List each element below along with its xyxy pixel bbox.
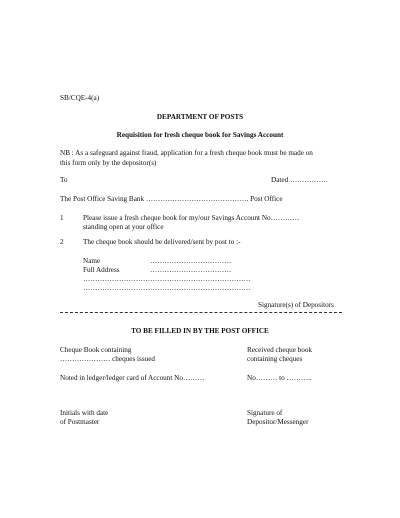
cheque-range-field: No……… to ……….. — [247, 374, 312, 382]
item-2-number: 2 — [60, 238, 64, 246]
nb-note-line-1: NB : As a safeguard against fraud, application for a fresh cheque book must be made on — [60, 149, 313, 157]
item-1-text: Please issue a fresh cheque book for my/our Savings Account No………… — [83, 214, 300, 222]
department-heading: DEPARTMENT OF POSTS — [156, 113, 244, 121]
address-field: ……………………………. — [150, 266, 231, 274]
item-2-text: The cheque book should be delivered/sent by post to :- — [83, 238, 241, 246]
received-cheque-book-label: Received cheque book — [247, 346, 313, 354]
address-line-2: ……………………………………………………………. — [83, 275, 251, 283]
post-office-bank-line: The Post Office Saving Bank ……………………………………. Post Office — [60, 195, 283, 203]
address-label: Full Address — [83, 266, 120, 274]
ledger-account-field: Noted in ledger/ledger card of Account No……… — [60, 374, 205, 382]
post-office-section-heading: TO BE FILLED IN BY THE POST OFFICE — [131, 327, 269, 335]
address-line-3: ……………………………………………………………. — [83, 284, 251, 292]
depositor-messenger-label: Depositor/Messenger — [247, 418, 309, 426]
name-field: ……………………………. — [150, 257, 231, 265]
cheque-book-containing-label: Cheque Book containing — [60, 346, 132, 354]
item-1-number: 1 — [60, 214, 64, 222]
signature-of-label: Signature of — [247, 409, 283, 417]
containing-cheques-label: containing cheques — [247, 355, 303, 363]
name-label: Name — [83, 257, 101, 265]
form-code: SB/CQE-4(a) — [60, 94, 100, 102]
form-title: Requisition for fresh cheque book for Savings Account — [116, 131, 284, 139]
cheques-issued-field: ………………… cheques issued — [60, 355, 156, 363]
section-divider — [60, 312, 342, 313]
dated-field: Dated ……………. — [271, 176, 328, 184]
to-label: To — [60, 176, 68, 184]
postmaster-initials-label: Initials with date — [60, 409, 109, 417]
postmaster-label: of Postmaster — [60, 418, 100, 426]
nb-note-line-2: this form only by the depositor(s) — [60, 159, 157, 167]
depositor-signature-label: Signature(s) of Depositors — [258, 301, 334, 309]
item-1-text-cont: standing open at your office — [83, 223, 164, 231]
